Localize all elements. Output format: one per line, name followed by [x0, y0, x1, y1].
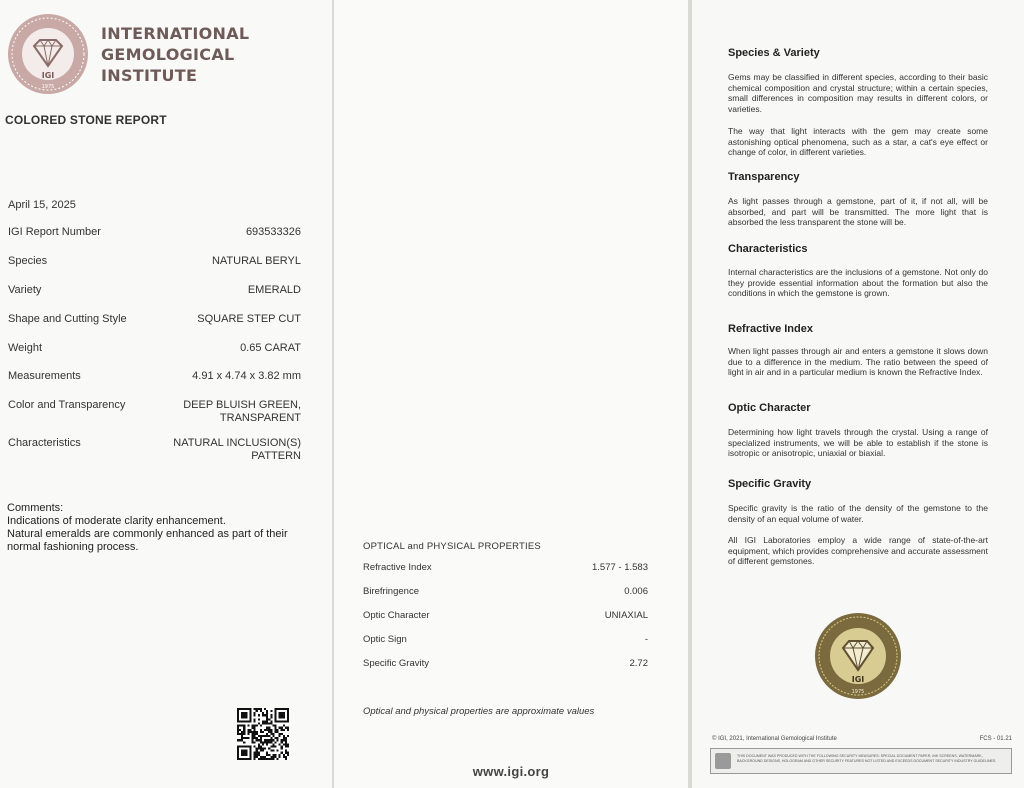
- institute-name-line: GEMOLOGICAL: [101, 45, 235, 64]
- field-label: Color and Transparency: [8, 399, 126, 411]
- field-value-line: NATURAL INCLUSION(S): [173, 437, 301, 449]
- seal-year: 1975: [851, 689, 865, 695]
- security-lock-icon: [715, 753, 731, 769]
- section-title: Optic Character: [728, 402, 811, 414]
- copyright-text: © IGI, 2021, International Gemological Institute: [712, 736, 837, 742]
- section-title: Characteristics: [728, 243, 808, 255]
- field-value: 693533326: [245, 226, 301, 238]
- property-label: Refractive Index: [363, 562, 432, 573]
- report-front-panel: [0, 0, 332, 788]
- institute-name-line: INSTITUTE: [101, 66, 198, 85]
- security-notice: [710, 748, 1012, 774]
- property-value: 1.577 - 1.583: [592, 562, 648, 573]
- institute-name-line: INTERNATIONAL: [101, 24, 250, 43]
- field-label: Variety: [8, 284, 42, 296]
- field-label: Weight: [8, 342, 43, 354]
- field-value: [173, 437, 301, 463]
- property-value: -: [644, 634, 648, 645]
- report-date: April 15, 2025: [8, 199, 76, 211]
- field-label: Characteristics: [8, 437, 81, 449]
- svg-text:IGI: IGI: [41, 71, 55, 80]
- field-value: SQUARE STEP CUT: [197, 313, 301, 325]
- approximate-values-note: Optical and physical properties are approximate values: [363, 706, 595, 717]
- report-type-title: COLORED STONE REPORT: [5, 113, 167, 127]
- comments-line: Natural emeralds are commonly enhanced as part of their normal fashioning process.: [7, 528, 288, 553]
- optical-properties-heading: OPTICAL and PHYSICAL PROPERTIES: [363, 541, 541, 552]
- property-value: 2.72: [629, 658, 648, 669]
- field-label: Species: [8, 255, 48, 267]
- institute-name: [101, 23, 249, 86]
- property-label: Birefringence: [363, 586, 419, 597]
- igi-seal-icon: [6, 12, 90, 96]
- form-code: FCS - 01.21: [979, 736, 1012, 742]
- properties-panel: [334, 0, 688, 788]
- section-title: Transparency: [728, 171, 800, 183]
- security-text: THIS DOCUMENT WAS PRODUCED WITH THE FOLLOWING SECURITY MEASURES: SPECIAL DOCUMENT PAPER, INK SCREENS, WATERMARK, BACKGROUND DESIGNS, HOLOGRAM AND OTHER SECURITY FEATURES NOT LISTED AND EXCEEDS DOCUMENT SECURITY INDUSTRY GUIDELINES.: [737, 754, 997, 763]
- svg-text:IGI: IGI: [851, 675, 865, 684]
- field-value-line: TRANSPARENT: [219, 412, 301, 424]
- field-value-line: DEEP BLUISH GREEN,: [183, 399, 301, 411]
- field-label: IGI Report Number: [8, 226, 101, 238]
- property-label: Optic Character: [363, 610, 430, 621]
- field-value: EMERALD: [247, 284, 301, 296]
- qr-code-icon[interactable]: [237, 708, 289, 760]
- comments-block: [7, 502, 307, 554]
- property-label: Specific Gravity: [363, 658, 429, 669]
- field-value-line: PATTERN: [251, 450, 301, 462]
- comments-heading: Comments:: [7, 502, 64, 514]
- property-value: 0.006: [624, 586, 648, 597]
- section-paragraph: Internal characteristics are the inclusions of a gemstone. Not only do they provide essential information about the formation but also the conditions in which the gemstone is grown.: [728, 267, 988, 299]
- field-value: 4.91 x 4.74 x 3.82 mm: [192, 370, 301, 382]
- property-label: Optic Sign: [363, 634, 407, 645]
- section-paragraph: When light passes through air and enters a gemstone it slows down due to a difference in the medium. The ratio between the speed of light in air and in a particular medium is known the Refractive Index.: [728, 346, 988, 378]
- section-paragraph: All IGI Laboratories employ a wide range of state-of-the-art equipment, which provides comprehensive and accurate assessment of different gemstones.: [728, 535, 988, 567]
- section-paragraph: The way that light interacts with the gem may create some astonishing optical phenomena, such as a star, a cat's eye effect or change of color, in different varieties.: [728, 126, 988, 158]
- glossary-panel: [692, 0, 1024, 788]
- section-title: Specific Gravity: [728, 478, 812, 490]
- property-value: UNIAXIAL: [604, 610, 648, 621]
- section-paragraph: Specific gravity is the ratio of the density of the gemstone to the density of an equal volume of water.: [728, 503, 988, 524]
- section-paragraph: As light passes through a gemstone, part of it, if not all, will be absorbed, and part will be transmitted. The more light that is absorbed the less transparent the stone will be.: [728, 196, 988, 228]
- igi-gold-seal-icon: [814, 612, 902, 700]
- field-value: NATURAL BERYL: [211, 255, 301, 267]
- field-value: [183, 399, 301, 425]
- comments-line: Indications of moderate clarity enhancement.: [7, 515, 226, 527]
- logo-year: 1975: [41, 84, 55, 90]
- field-label: Shape and Cutting Style: [8, 313, 127, 325]
- section-paragraph: Determining how light travels through the crystal. Using a range of specialized instruments, we will be able to establish if the stone is isotropic or anisotropic, uniaxial or biaxial.: [728, 427, 988, 459]
- field-label: Measurements: [8, 370, 81, 382]
- field-value: 0.65 CARAT: [240, 342, 301, 354]
- section-title: Species & Variety: [728, 47, 820, 59]
- website-link[interactable]: www.igi.org: [472, 764, 550, 779]
- section-title: Refractive Index: [728, 323, 813, 335]
- section-paragraph: Gems may be classified in different species, according to their basic chemical composition and crystal structure; within a certain species, small differences in composition may results in different colors, or varieties.: [728, 72, 988, 114]
